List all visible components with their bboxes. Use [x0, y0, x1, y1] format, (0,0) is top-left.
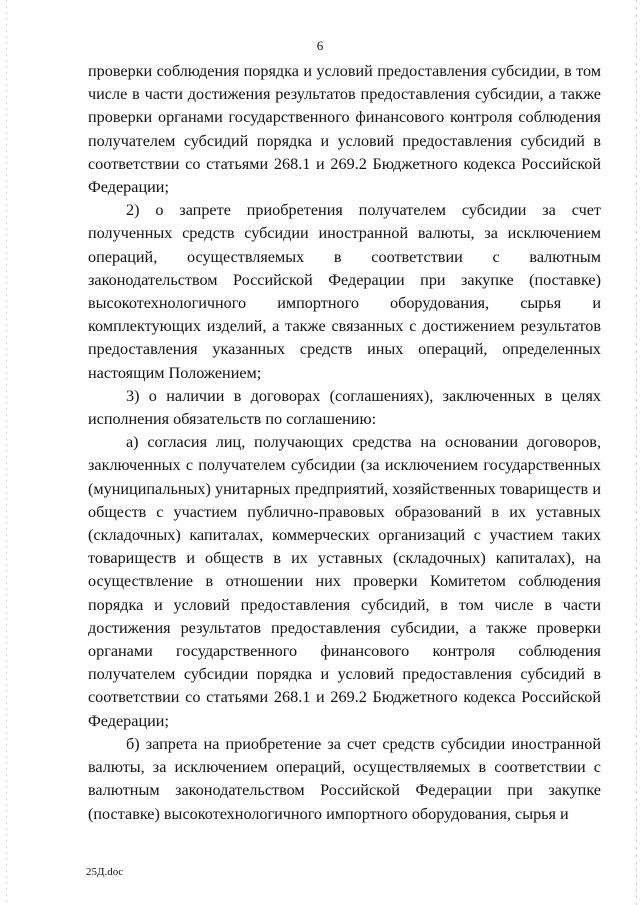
paragraph-subitem-a: а) согласия лиц, получающих средства на основании договоров, заключенных с получателем субсидии (за исключением государственных (муниципальных) унитарных предприятий, хозяйственных товариществ и обществ с участием публично-правовых образований в их уставных (складочных) капиталах, коммерческих организаций с участием таких товариществ и обществ в их уставных (складочных) капиталах), на осуществление в отношении них проверки Комитетом соблюдения порядка и условий предоставления субсидий, в том числе в части достижения результатов предоставления субсидии, а также проверки органами государственного финансового контроля соблюдения получателем субсидии порядка и условий предоставления субсидий в соответствии со статьями 268.1 и 269.2 Бюджетного кодекса Российской Федерации;: [88, 433, 601, 730]
paragraph-continued: проверки соблюдения порядка и условий предоставления субсидии, в том числе в части достижения результатов предоставления субсидии, а также проверки органами государственного финансового контроля соблюдения получателем субсидий порядка и условий предоставления субсидий в соответствии со статьями 268.1 и 269.2 Бюджетного кодекса Российской Федерации;: [88, 62, 601, 197]
paragraph-subitem-b: б) запрета на приобретение за счет средств субсидии иностранной валюты, за исключением операций, осуществляемых в соответствии с валютным законодательством Российской Федерации при закупке (поставке) высокотехнологичного импортного оборудования, сырья и: [88, 734, 601, 823]
scan-edge-right: [636, 0, 637, 905]
footer-filename: 25Д.doc: [86, 866, 124, 878]
paragraph-item-3: 3) о наличии в договорах (соглашениях), заключенных в целях исполнения обязательств по соглашению:: [88, 386, 601, 429]
paragraph-item-2: 2) о запрете приобретения получателем субсидии за счет полученных средств субсидии иностранной валюты, за исключением операций, осуществляемых в соответствии с валютным законодательством Российской Федерации при закупке (поставке) высокотехнологичного импортного оборудования, сырья и комплектующих изделий, а также связанных с достижением результатов предоставления указанных средств иных операций, определенных настоящим Положением;: [88, 201, 601, 382]
page-number: 6: [316, 38, 324, 53]
document-body: [88, 60, 601, 826]
scan-edge-left: [6, 0, 7, 905]
